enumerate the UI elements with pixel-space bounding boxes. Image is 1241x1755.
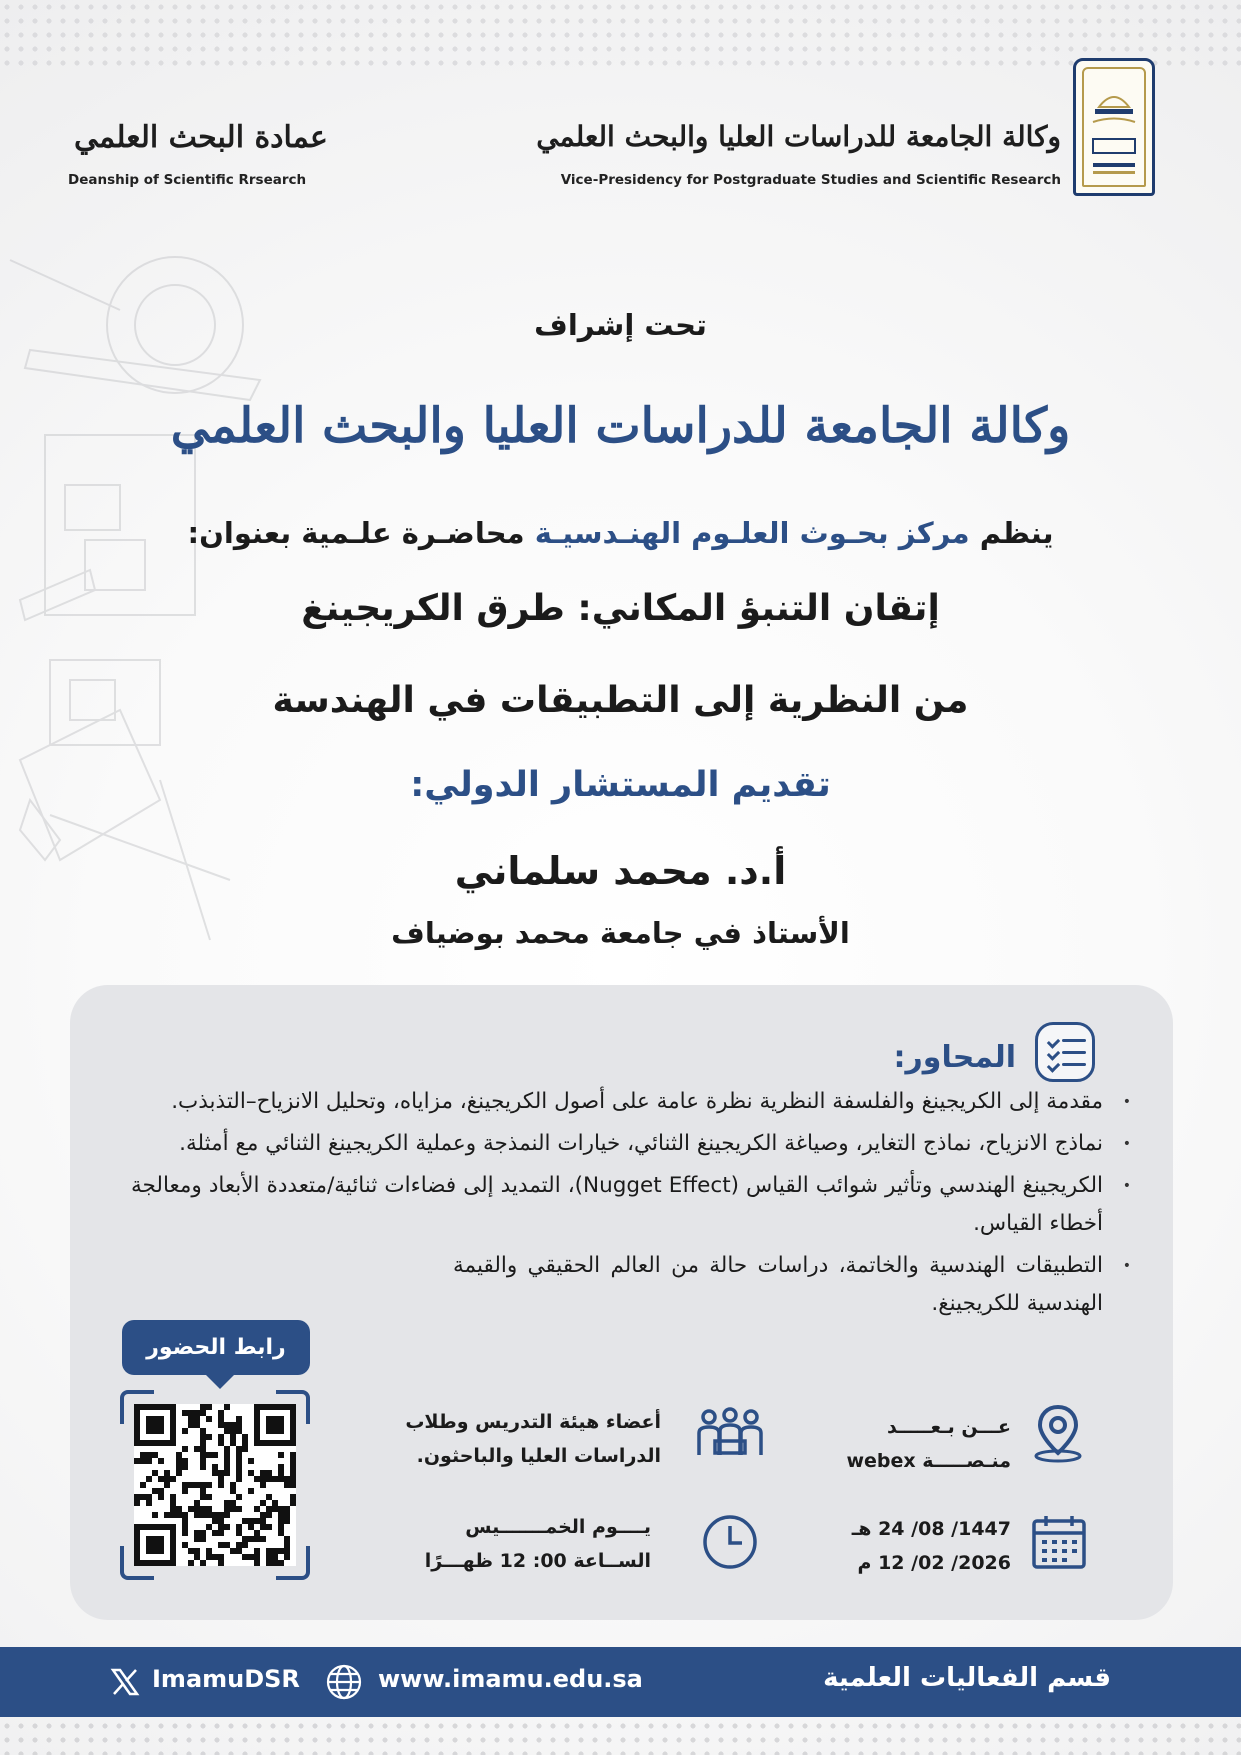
footer-bar [0,1647,1241,1717]
vice-presidency-name-arabic: وكالة الجامعة للدراسات العليا والبحث العلمي [536,120,1061,153]
mode-line-2: منـصـــــة webex [846,1450,1011,1472]
dot-pattern-bottom [0,1719,1241,1755]
presented-by-label: تقديم المستشار الدولي: [410,765,831,805]
attendance-link-label: رابط الحضور [122,1320,310,1375]
date-hijri: 1447/ 08/ 24 هـ [851,1518,1011,1540]
organizer-center: مركز بحـوث العلـوم الهنـدسيـة [534,516,970,550]
time-info [425,1510,651,1578]
clock-icon [700,1512,760,1572]
location-pin-icon [1030,1403,1086,1463]
audience-line-1: أعضاء هيئة التدريس وطلاب [405,1411,661,1433]
deanship-name-english: Deanship of Scientific Rrsearch [68,172,307,188]
organizer-line [0,516,1241,550]
axes-item: • التطبيقات الهندسية والخاتمة، دراسات حالة من العالم الحقيقي والقيمة الهندسية للكريجينغ. [453,1247,1131,1323]
deanship-name-arabic: عمادة البحث العلمي [74,120,328,155]
mode-line-1: عـــن بـعـــــد [887,1416,1011,1438]
event-day: يــــوم الخمـــــــيس [465,1516,651,1538]
event-time: الســاعة 00: 12 ظهـــرًا [424,1550,651,1572]
attendance-qr-code[interactable] [120,1390,310,1580]
supervisor-name: وكالة الجامعة للدراسات العليا والبحث العلمي [170,398,1071,454]
calendar-icon [1030,1513,1088,1571]
university-crest-icon [1073,58,1155,196]
dot-pattern-top [0,0,1241,70]
vice-presidency-name-english: Vice-Presidency for Postgraduate Studies and Scientific Research [560,172,1061,188]
axes-item: • الكريجينغ الهندسي وتأثير شوائب القياس (Nugget Effect)، التمديد إلى فضاءات ثنائية/متعددة الأبعاد ومعالجة أخطاء القياس. [131,1167,1131,1243]
supervision-label: تحت إشراف [534,308,707,342]
globe-icon [325,1663,363,1701]
audience-info [405,1405,661,1473]
axes-title: المحاور: [893,1040,1016,1075]
axes-list [131,1083,1131,1327]
department-name: قسم الفعاليات العلمية [823,1663,1111,1693]
audience-group-icon [695,1405,765,1465]
x-handle[interactable]: ImamuDSR [152,1665,300,1693]
lecture-title-line-1: إتقان التنبؤ المكاني: طرق الكريجينغ [301,588,940,629]
date-gregorian: 2026/ 02/ 12 م [857,1552,1011,1574]
mode-info [846,1410,1011,1478]
x-logo-icon [110,1667,140,1697]
axes-item: • نماذج الانزياح، نماذج التغاير، وصياغة الكريجينغ الثنائي، خيارات النمذجة وعملية الكريجينغ الثنائي مع أمثلة. [131,1125,1131,1163]
organizer-suffix: محاضـرة علـمية بعنوان: [187,516,525,550]
speaker-name: أ.د. محمد سلماني [454,849,787,893]
speaker-affiliation: الأستاذ في جامعة محمد بوضياف [391,916,850,950]
website-link[interactable]: www.imamu.edu.sa [378,1665,643,1693]
organizer-prefix: ينظم [979,516,1054,550]
date-info [852,1512,1011,1580]
axes-item: • مقدمة إلى الكريجينغ والفلسفة النظرية نظرة عامة على أصول الكريجينغ، مزاياه، وتحليل الانزياح–التذبذب. [131,1083,1131,1121]
checklist-icon [1035,1022,1095,1082]
audience-line-2: الدراسات العليا والباحثون. [416,1445,661,1467]
lecture-title-line-2: من النظرية إلى التطبيقات في الهندسة [272,680,969,721]
